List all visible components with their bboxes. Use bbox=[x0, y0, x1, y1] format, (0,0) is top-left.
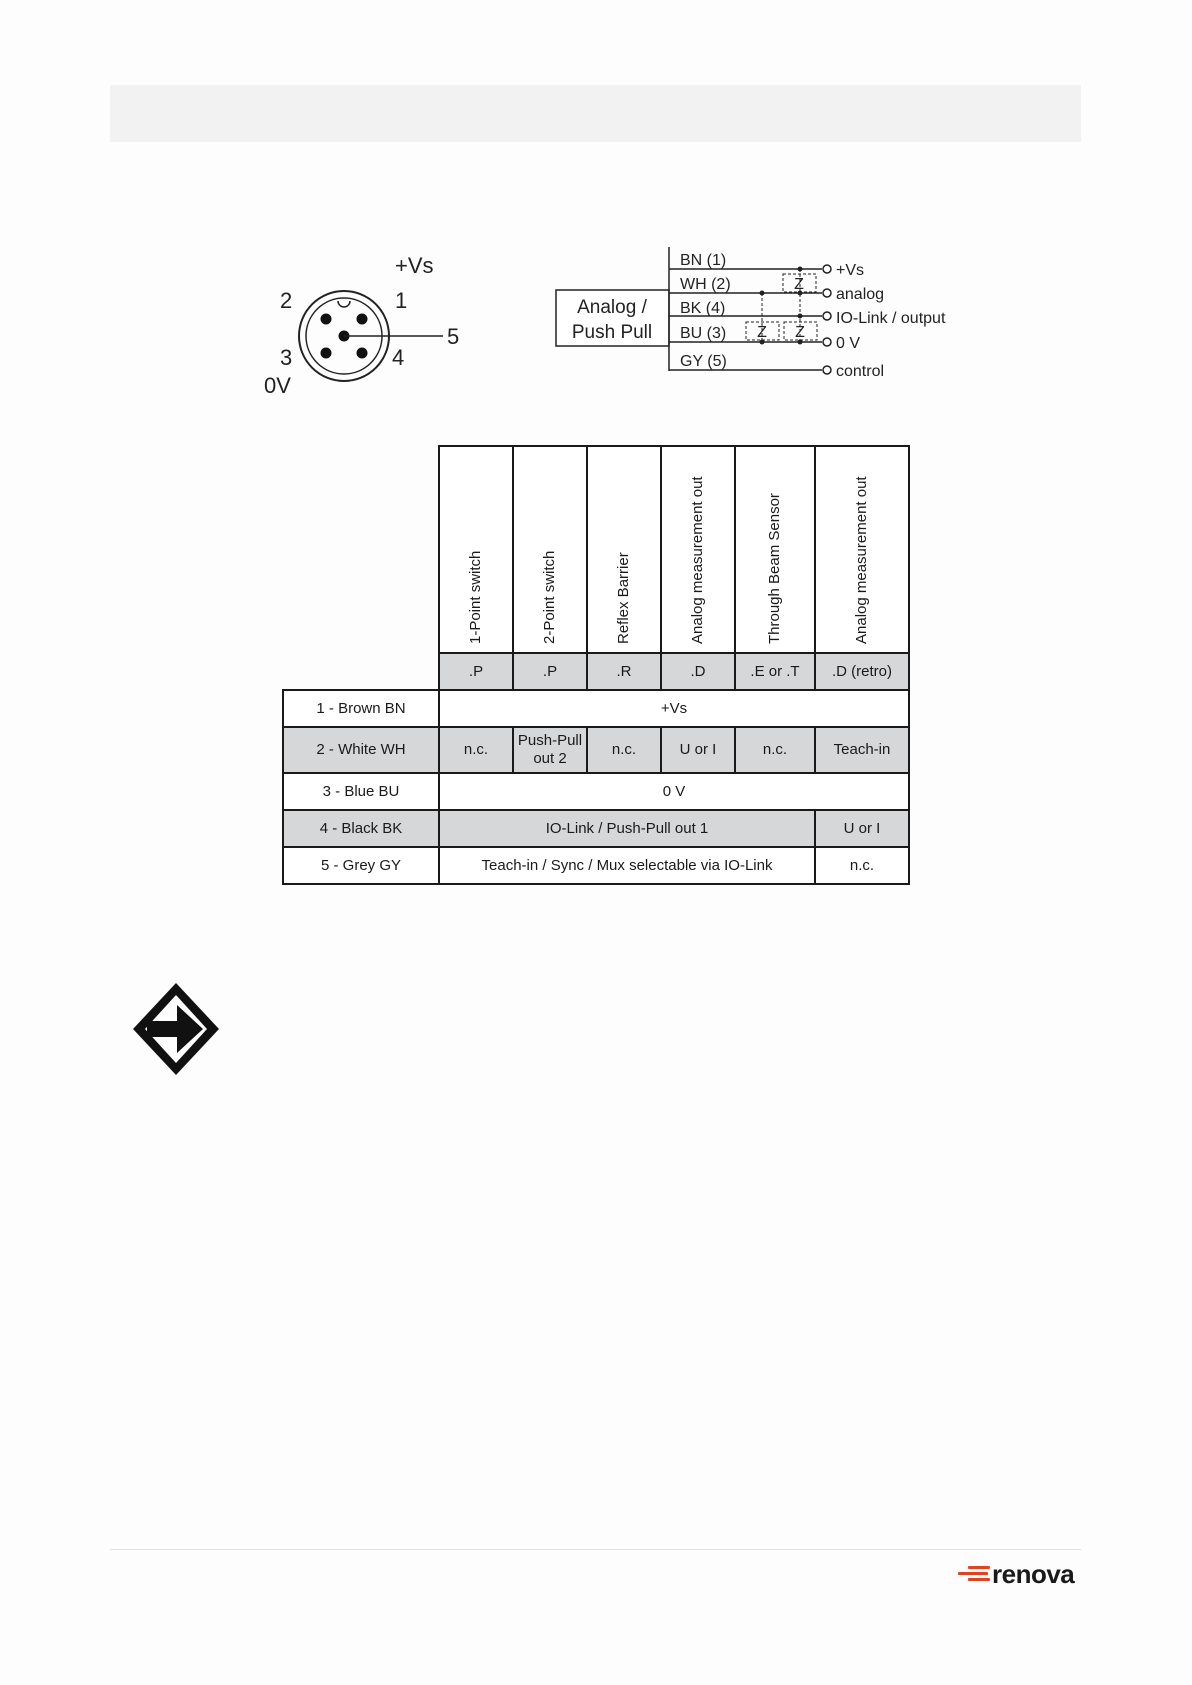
blank-corner bbox=[283, 446, 439, 653]
z-symbol-top: Z bbox=[794, 276, 804, 293]
table-row-codes bbox=[283, 653, 909, 690]
renova-logo bbox=[958, 1558, 1074, 1590]
code-cell: .P bbox=[513, 653, 587, 690]
pin-4-label: 4 bbox=[392, 345, 405, 370]
m12-connector-icon bbox=[299, 291, 443, 381]
logo-lines-icon bbox=[958, 1565, 990, 1583]
mode-header: 1-Point switch bbox=[439, 446, 513, 653]
table-row bbox=[283, 690, 909, 727]
table-row bbox=[283, 847, 909, 884]
table-row-modes bbox=[283, 446, 909, 653]
row-value: Teach-in / Sync / Mux selectable via IO-Link bbox=[439, 847, 815, 884]
row-value: U or I bbox=[661, 727, 735, 773]
circuit-box-line1: Analog / bbox=[577, 297, 647, 318]
row-label: 5 - Grey GY bbox=[283, 847, 439, 884]
row-label: 1 - Brown BN bbox=[283, 690, 439, 727]
mode-header: Analog measurement out bbox=[815, 446, 909, 653]
row-value: U or I bbox=[815, 810, 909, 847]
row-label: 2 - White WH bbox=[283, 727, 439, 773]
code-cell: .D bbox=[661, 653, 735, 690]
row-value: n.c. bbox=[439, 727, 513, 773]
z-symbol-right: Z bbox=[795, 324, 805, 341]
z-symbol-left: Z bbox=[757, 324, 767, 341]
pin-3-label: 3 bbox=[280, 345, 293, 370]
pin-5-label: 5 bbox=[447, 324, 460, 349]
mode-header: Analog measurement out bbox=[661, 446, 735, 653]
row-label: 4 - Black BK bbox=[283, 810, 439, 847]
output-0v: 0 V bbox=[836, 335, 861, 352]
zero-volt-label: 0V bbox=[264, 373, 291, 398]
mode-header: Reflex Barrier bbox=[587, 446, 661, 653]
pin-2-label: 2 bbox=[280, 288, 293, 313]
row-value: IO-Link / Push-Pull out 1 bbox=[439, 810, 815, 847]
table-row bbox=[283, 727, 909, 773]
code-cell: .D (retro) bbox=[815, 653, 909, 690]
circuit-box-line2: Push Pull bbox=[571, 322, 653, 343]
mode-header: 2-Point switch bbox=[513, 446, 587, 653]
output-vs: +Vs bbox=[836, 262, 865, 279]
pin-assignment-table bbox=[282, 445, 910, 885]
row-value: n.c. bbox=[587, 727, 661, 773]
row-value: n.c. bbox=[815, 847, 909, 884]
wire-bu: BU (3) bbox=[680, 325, 727, 342]
row-value: 0 V bbox=[439, 773, 909, 810]
pin-1-label: 1 bbox=[395, 288, 408, 313]
wire-bk: BK (4) bbox=[680, 300, 726, 317]
wire-wh: WH (2) bbox=[680, 276, 731, 293]
table-row bbox=[283, 810, 909, 847]
code-cell: .E or .T bbox=[735, 653, 815, 690]
header-band bbox=[110, 85, 1081, 142]
code-cell: .R bbox=[587, 653, 661, 690]
output-analog: analog bbox=[836, 286, 885, 303]
footer-divider bbox=[110, 1549, 1081, 1550]
code-cell: .P bbox=[439, 653, 513, 690]
wire-gy: GY (5) bbox=[680, 353, 727, 370]
output-control: control bbox=[836, 363, 885, 380]
row-label: 3 - Blue BU bbox=[283, 773, 439, 810]
table-row bbox=[283, 773, 909, 810]
wiring-diagram bbox=[250, 245, 980, 405]
vs-label: +Vs bbox=[395, 253, 434, 278]
note-arrow-icon bbox=[133, 983, 219, 1075]
wire-bn: BN (1) bbox=[680, 252, 727, 269]
row-value: +Vs bbox=[439, 690, 909, 727]
row-value: Push-Pull out 2 bbox=[513, 727, 587, 773]
row-value: n.c. bbox=[735, 727, 815, 773]
output-iolink: IO-Link / output bbox=[836, 310, 946, 327]
logo-text: renova bbox=[992, 1558, 1075, 1589]
mode-header: Through Beam Sensor bbox=[735, 446, 815, 653]
row-value: Teach-in bbox=[815, 727, 909, 773]
